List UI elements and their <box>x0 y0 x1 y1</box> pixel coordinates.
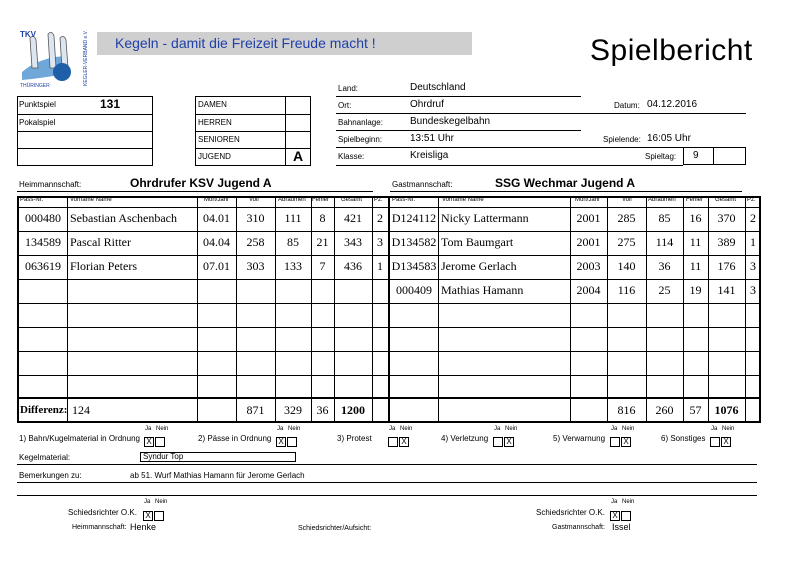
check-nein-header-3: Nein <box>400 426 413 432</box>
home_players-row-name: Florian Peters <box>70 259 137 273</box>
spielbeginn-value: 13:51 Uhr <box>410 133 454 144</box>
sig-guest-nein: Nein <box>622 499 635 505</box>
land-label: Land: <box>338 84 359 93</box>
guest_players-row-pz: 3 <box>750 283 756 297</box>
table-grid-line <box>438 196 439 423</box>
bahnanlage-label: Bahnanlage: <box>338 118 383 127</box>
home_players-row-mon: 07.01 <box>203 259 230 273</box>
home_players-row-fehler: 21 <box>316 235 329 249</box>
bemerkungen-value: ab 51. Wurf Mathias Hamann für Jerome Gerlach <box>130 471 305 480</box>
guest_players-row-voll: 285 <box>617 211 636 225</box>
guest_players-row-pass: D134582 <box>391 235 437 249</box>
table-grid-line <box>683 196 684 423</box>
home_players-row-pz: 1 <box>377 259 383 273</box>
differenz-label: Differenz: <box>20 404 68 416</box>
sig-home-schiri-ok: Schiedsrichter O.K. <box>68 508 137 517</box>
home_players-row-mon: 04.01 <box>203 211 230 225</box>
guest_players-row-voll: 275 <box>617 235 636 249</box>
table-grid-line <box>17 327 761 328</box>
table-grid-line <box>17 351 761 352</box>
sig-guest-schiri-ok: Schiedsrichter O.K. <box>536 508 605 517</box>
home-team-name: Ohrdrufer KSV Jugend A <box>130 176 272 190</box>
table-grid-line <box>67 196 68 423</box>
spielende-label: Spielende: <box>603 135 641 144</box>
sig-aufsicht-label: Schiedsrichter/Aufsicht: <box>298 525 372 532</box>
spielende-value: 16:05 Uhr <box>647 133 691 144</box>
guest_players-row-pz: 3 <box>750 259 756 273</box>
check-nein-header-2: Nein <box>288 426 301 432</box>
guest_players-row-mon: 2001 <box>576 211 601 225</box>
sig-gast-value: Issel <box>612 522 631 532</box>
guest_players-row-pass: D124112 <box>391 211 437 225</box>
guest_players-row-fehler: 11 <box>689 259 702 273</box>
sig-guest-ja-box[interactable]: X <box>610 507 620 525</box>
sig-heim-label: Heimmannschaft: <box>72 524 127 531</box>
table-grid-line <box>17 231 761 232</box>
check-nein-header-6: Nein <box>722 426 735 432</box>
table-grid-line <box>607 196 608 423</box>
col-abr-home: Abräumen <box>278 197 306 203</box>
check-nein-header-4: Nein <box>505 426 518 432</box>
datum-value: 04.12.2016 <box>647 99 698 110</box>
spieltag-label: Spieltag: <box>645 152 677 161</box>
col-pz-home: Pz. <box>374 197 383 203</box>
bemerkungen-label: Bemerkungen zu: <box>19 471 82 480</box>
table-grid-line <box>646 196 647 423</box>
punktspiel-label: Punktspiel <box>19 100 56 109</box>
table-grid-line <box>745 196 746 423</box>
col-pz-guest: Pz. <box>747 197 756 203</box>
tkv-logo <box>18 28 78 88</box>
guest_players-row-abr: 36 <box>658 259 671 273</box>
table-grid-line <box>17 375 761 376</box>
guest_players-row-gesamt: 370 <box>717 211 736 225</box>
check-ja-header-2: Ja <box>277 426 284 432</box>
guest_players-row-pz: 1 <box>750 235 756 249</box>
col-mon-home: Mon/Jahr <box>204 197 230 203</box>
check-nein-box-1[interactable] <box>155 433 165 451</box>
guest-total-fehler: 57 <box>689 403 702 417</box>
spieltag-value: 9 <box>693 150 699 161</box>
check-ja-box-5[interactable] <box>610 433 620 451</box>
check-nein-box-3[interactable]: X <box>399 433 409 451</box>
check-ja-header-1: Ja <box>145 426 152 432</box>
guest-team-name: SSG Wechmar Jugend A <box>495 176 636 190</box>
guest_players-row-name: Mathias Hamann <box>441 283 524 297</box>
table-grid-line <box>334 196 335 423</box>
check-ja-header-5: Ja <box>611 426 618 432</box>
col-abr-guest: Abräumen <box>648 197 676 203</box>
guest_players-row-fehler: 19 <box>689 283 702 297</box>
svg-text:TKV: TKV <box>20 30 36 39</box>
col-pass-guest: Pass-Nr. <box>392 197 416 203</box>
guest_players-row-gesamt: 141 <box>717 283 736 297</box>
home-total-gesamt: 1200 <box>341 403 365 417</box>
svg-text:KEGLER-VERBAND e.V.: KEGLER-VERBAND e.V. <box>83 30 89 86</box>
guest_players-row-pz: 2 <box>750 211 756 225</box>
guest_players-row-fehler: 11 <box>689 235 702 249</box>
home_players-row-pz: 3 <box>377 235 383 249</box>
home_players-row-fehler: 8 <box>319 211 326 225</box>
check-nein-box-2[interactable] <box>287 433 297 451</box>
sig-heim-value: Henke <box>130 522 157 532</box>
guest_players-row-abr: 25 <box>658 283 671 297</box>
ort-value: Ohrdruf <box>410 99 444 110</box>
svg-text:THÜRINGER: THÜRINGER <box>20 83 50 88</box>
sig-home-ja-box[interactable]: X <box>143 507 153 525</box>
col-gesamt-home: Gesamt <box>341 197 363 203</box>
category-jugend-value: A <box>293 148 304 164</box>
check-ja-box-3[interactable] <box>388 433 398 451</box>
guest_players-row-abr: 85 <box>658 211 671 225</box>
klasse-label: Klasse: <box>338 152 365 161</box>
guest_players-row-abr: 114 <box>655 235 674 249</box>
table-grid-line <box>311 196 312 423</box>
guest-total-voll: 816 <box>617 403 636 417</box>
check-label-4: 4) Verletzung <box>441 434 489 443</box>
home-total-voll: 871 <box>246 403 265 417</box>
guest_players-row-gesamt: 176 <box>717 259 736 273</box>
guest_players-row-mon: 2001 <box>576 235 601 249</box>
check-label-5: 5) Verwarnung <box>553 434 606 443</box>
table-grid-line <box>17 207 761 208</box>
home_players-row-voll: 258 <box>246 235 265 249</box>
slogan-banner: Kegeln - damit die Freizeit Freude macht ! <box>97 32 472 55</box>
home-total-abr: 329 <box>284 403 302 417</box>
guest_players-row-voll: 140 <box>617 259 636 273</box>
check-nein-box-5[interactable]: X <box>621 433 631 451</box>
differenz-value: 124 <box>72 403 90 417</box>
col-mon-guest: Mon/Jahr <box>575 197 601 203</box>
guest_players-row-pass: 000409 <box>396 283 432 297</box>
category-herren: HERREN <box>198 118 232 127</box>
page-title: Spielbericht <box>590 34 753 67</box>
home_players-row-mon: 04.04 <box>203 235 230 249</box>
home_players-row-abr: 85 <box>287 235 299 249</box>
check-ja-box-4[interactable] <box>493 433 503 451</box>
home_players-row-gesamt: 421 <box>344 211 362 225</box>
category-damen: DAMEN <box>198 100 227 109</box>
table-grid-line <box>275 196 276 423</box>
guest_players-row-gesamt: 389 <box>717 235 736 249</box>
ort-label: Ort: <box>338 101 352 110</box>
col-gesamt-guest: Gesamt <box>715 197 737 203</box>
home_players-row-pass: 000480 <box>25 211 61 225</box>
sig-home-ja: Ja <box>144 499 151 505</box>
guest_players-row-name: Nicky Lattermann <box>441 211 529 225</box>
table-grid-line <box>236 196 237 423</box>
check-nein-header-1: Nein <box>156 426 169 432</box>
kegelmaterial-label: Kegelmaterial: <box>19 453 71 462</box>
home_players-row-voll: 310 <box>246 211 265 225</box>
home_players-row-gesamt: 343 <box>344 235 362 249</box>
home_players-row-abr: 111 <box>284 211 302 225</box>
table-grid-line <box>197 196 198 423</box>
home_players-row-fehler: 7 <box>319 259 326 273</box>
home_players-row-pz: 2 <box>377 211 383 225</box>
col-voll-guest: Voll <box>622 197 632 203</box>
land-value: Deutschland <box>410 82 466 93</box>
check-ja-header-3: Ja <box>389 426 396 432</box>
logo-side-text <box>80 28 90 88</box>
punktspiel-value: 131 <box>100 97 121 111</box>
col-fehler-guest: Fehler <box>686 197 704 203</box>
check-ja-box-1[interactable]: X <box>144 433 154 451</box>
guest-total-abr: 260 <box>655 403 674 417</box>
check-ja-header-6: Ja <box>711 426 718 432</box>
table-grid-line <box>17 279 761 280</box>
guest_players-row-fehler: 16 <box>689 211 702 225</box>
check-nein-box-4[interactable]: X <box>504 433 514 451</box>
guest_players-row-voll: 116 <box>617 283 636 297</box>
guest_players-row-name: Jerome Gerlach <box>441 259 517 273</box>
home_players-row-pass: 063619 <box>25 259 61 273</box>
home_players-row-voll: 303 <box>246 259 265 273</box>
datum-label: Datum: <box>614 101 640 110</box>
col-voll-home: Voll <box>249 197 259 203</box>
spielbeginn-label: Spielbeginn: <box>338 135 383 144</box>
sig-guest-ja: Ja <box>611 499 618 505</box>
guest_players-row-mon: 2003 <box>576 259 601 273</box>
category-jugend: JUGEND <box>198 152 231 161</box>
check-label-2: 2) Pässe in Ordnung <box>198 434 272 443</box>
kegelmaterial-value: Syndur Top <box>143 452 184 461</box>
home-team-label: Heimmannschaft: <box>19 180 82 189</box>
home_players-row-abr: 133 <box>284 259 302 273</box>
bahnanlage-value: Bundeskegelbahn <box>410 116 491 127</box>
category-senioren: SENIOREN <box>198 135 240 144</box>
guest-team-label: Gastmannschaft: <box>392 180 453 189</box>
klasse-value: Kreisliga <box>410 150 449 161</box>
check-nein-box-6[interactable]: X <box>721 433 731 451</box>
table-grid-line <box>17 303 761 304</box>
guest_players-row-pass: D134583 <box>391 259 437 273</box>
check-nein-header-5: Nein <box>622 426 635 432</box>
guest_players-row-mon: 2004 <box>576 283 601 297</box>
sig-home-nein: Nein <box>155 499 168 505</box>
home_players-row-name: Pascal Ritter <box>70 235 131 249</box>
check-ja-header-4: Ja <box>494 426 501 432</box>
table-grid-line <box>570 196 571 423</box>
guest-total-gesamt: 1076 <box>714 403 739 417</box>
col-name-home: Vorname Name <box>70 197 112 203</box>
check-ja-box-6[interactable] <box>710 433 720 451</box>
pokalspiel-label: Pokalspiel <box>19 118 56 127</box>
check-label-3: 3) Protest <box>337 434 372 443</box>
home_players-row-name: Sebastian Aschenbach <box>70 211 177 225</box>
table-grid-line <box>372 196 373 423</box>
sig-gast-label: Gastmannschaft: <box>552 524 605 531</box>
table-grid-line <box>708 196 709 423</box>
check-label-6: 6) Sonstiges <box>661 434 706 443</box>
guest_players-row-name: Tom Baumgart <box>441 235 514 249</box>
table-grid-line <box>17 255 761 256</box>
check-label-1: 1) Bahn/Kugelmaterial in Ordnung <box>19 434 140 443</box>
col-pass-home: Pass-Nr. <box>20 197 44 203</box>
home-total-fehler: 36 <box>316 403 329 417</box>
home_players-row-gesamt: 436 <box>344 259 362 273</box>
home_players-row-pass: 134589 <box>25 235 61 249</box>
col-name-guest: Vorname Name <box>442 197 484 203</box>
col-fehler-home: Fehler <box>312 197 330 203</box>
check-ja-box-2[interactable]: X <box>276 433 286 451</box>
